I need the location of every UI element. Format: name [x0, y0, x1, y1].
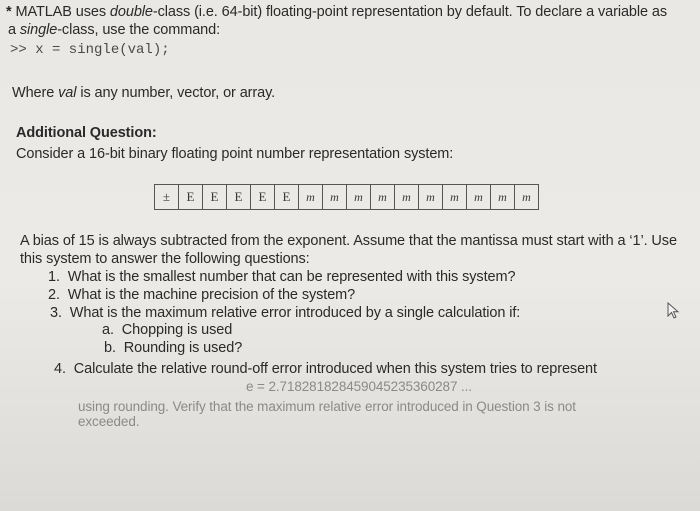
bias-line-1: A bias of 15 is always subtracted from the exponent. Assume that the mantissa must start with a ‘1’. Use	[20, 233, 677, 249]
bit-cell: m	[419, 185, 443, 210]
question-3b: b. Rounding is used?	[104, 340, 243, 356]
bit-cell: m	[395, 185, 419, 210]
bit-layout-table	[154, 184, 539, 210]
bullet: *	[6, 4, 12, 20]
bit-cell: m	[323, 185, 347, 210]
rounding-line-1: using rounding. Verify that the maximum relative error introduced in Question 3 is not	[78, 399, 576, 414]
rounding-line-2: exceeded.	[78, 414, 140, 429]
bit-cell: m	[467, 185, 491, 210]
bit-cell: m	[515, 185, 539, 210]
bit-cell: E	[227, 185, 251, 210]
matlab-line-2: a single-class, use the command:	[8, 22, 221, 38]
bit-cell: E	[275, 185, 299, 210]
bit-cell: E	[251, 185, 275, 210]
additional-question-intro: Consider a 16-bit binary floating point number representation system:	[16, 146, 454, 162]
bit-cell: m	[491, 185, 515, 210]
bit-layout-row	[155, 185, 539, 210]
question-2: 2. What is the machine precision of the system?	[48, 287, 356, 303]
bias-line-2: this system to answer the following questions:	[20, 251, 310, 267]
question-4: 4. Calculate the relative round-off error introduced when this system tries to represent	[54, 361, 597, 377]
where-val-line: Where val is any number, vector, or array.	[12, 85, 276, 101]
bit-cell: m	[299, 185, 323, 210]
question-1: 1. What is the smallest number that can be represented with this system?	[48, 269, 516, 285]
euler-constant: e = 2.718281828459045235360287 ...	[246, 379, 472, 394]
question-3: 3. What is the maximum relative error introduced by a single calculation if:	[50, 305, 521, 321]
bit-cell: E	[179, 185, 203, 210]
mouse-cursor-icon	[667, 302, 681, 320]
matlab-line-1: * MATLAB uses double-class (i.e. 64-bit) floating-point representation by default. To declare a variable as	[6, 4, 667, 20]
bit-cell: m	[347, 185, 371, 210]
bit-cell: E	[203, 185, 227, 210]
bit-cell: m	[371, 185, 395, 210]
additional-question-heading: Additional Question:	[16, 125, 157, 141]
bit-cell: ±	[155, 185, 179, 210]
question-3a: a. Chopping is used	[102, 322, 233, 338]
bit-cell: m	[443, 185, 467, 210]
matlab-command: >> x = single(val);	[10, 42, 170, 58]
